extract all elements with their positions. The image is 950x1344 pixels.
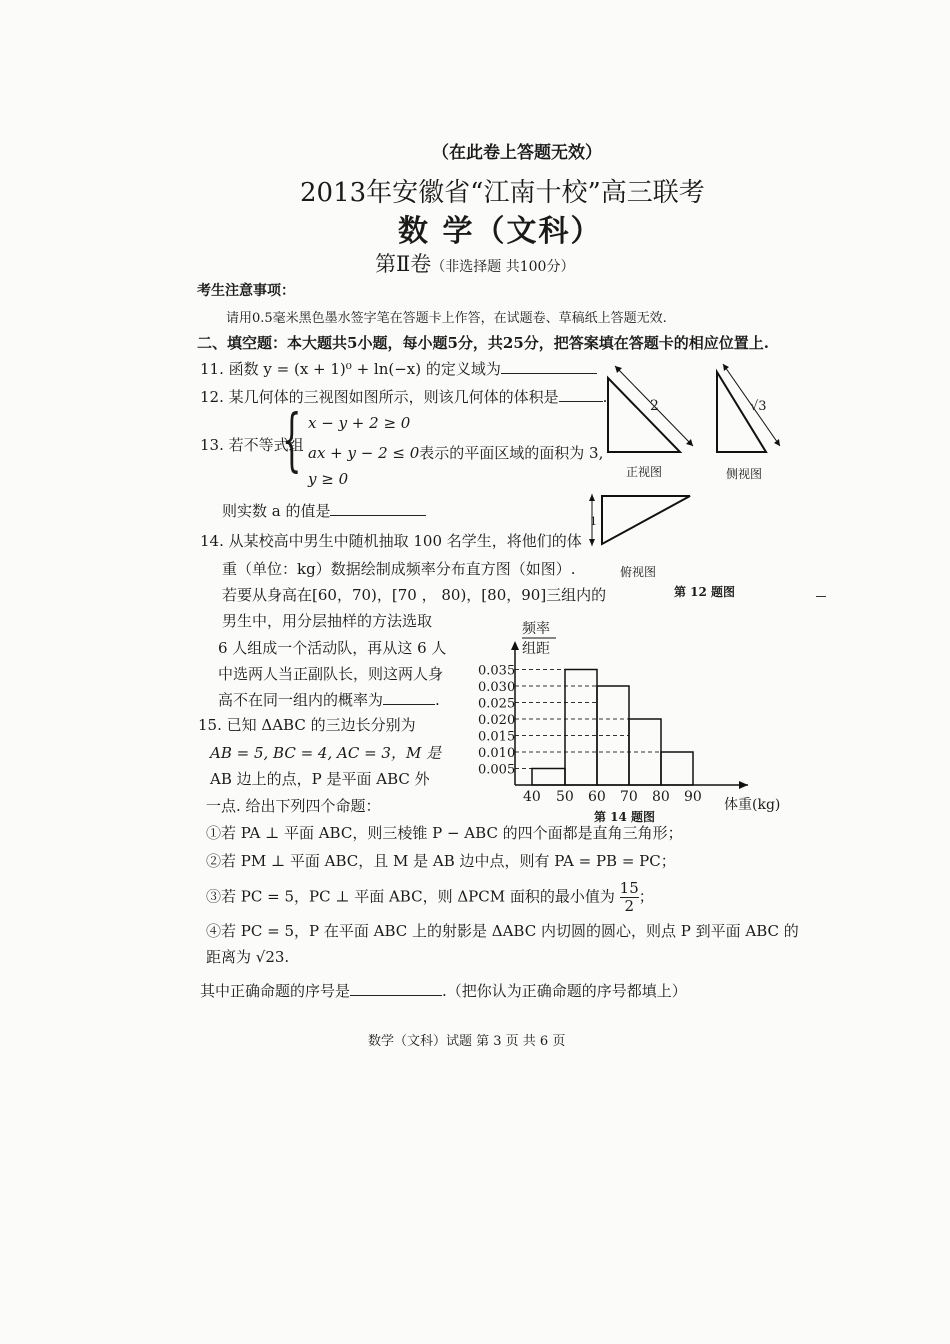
question-14-line5: 6 人组成一个活动队，再从这 6 人	[218, 639, 447, 657]
question-12-text: 12. 某几何体的三视图如图所示，则该几何体的体积是	[200, 388, 559, 406]
inequality-2-expr: ax + y − 2 ≤ 0	[308, 444, 420, 462]
front-view-dimension: 2	[650, 398, 659, 414]
top-view-label: 俯视图	[620, 565, 657, 579]
question-13-tail-text: 则实数 a 的值是	[222, 502, 331, 520]
inequality-2	[308, 442, 603, 463]
answer-blank-14	[383, 703, 435, 705]
question-14-line7: 高不在同一组内的概率为 .	[218, 691, 440, 709]
y-tick-label: 0.020	[478, 713, 516, 728]
part-label: 第Ⅱ卷	[375, 252, 432, 276]
histogram-bars	[532, 670, 693, 786]
question-14-line4: 男生中，用分层抽样的方法选取	[222, 612, 433, 630]
ylabel-numerator: 频率	[522, 621, 550, 637]
inequality-2-suffix: 表示的平面区域的面积为 3,	[419, 444, 604, 462]
y-axis-arrow	[511, 641, 519, 650]
x-tick-label: 40	[523, 789, 541, 805]
proposition-4-line1: ④若 PC = 5，P 在平面 ABC 上的射影是 ΔABC 内切圆的圆心，则点 P 到平面 ABC 的	[206, 922, 799, 940]
y-tick-label: 0.010	[478, 746, 516, 761]
instructions-heading: 考生注意事项：	[197, 283, 295, 299]
page-footer: 数学（文科）试题 第 3 页 共 6 页	[368, 1034, 566, 1049]
proposition-1: ①若 PA ⊥ 平面 ABC，则三棱锥 P − ABC 的四个面都是直角三角形；	[206, 824, 683, 842]
top-dim-arrow-bottom	[589, 539, 595, 546]
question-15-final	[200, 980, 687, 1001]
question-13-tail	[222, 500, 426, 521]
instructions-text: 请用0.5毫米黑色墨水签字笔在答题卡上作答，在试题卷、草稿纸上答题无效.	[226, 311, 667, 326]
histogram-bar	[565, 670, 597, 786]
question-15-line2: AB = 5, BC = 4, AC = 3，M 是	[210, 744, 442, 762]
answer-blank-13	[330, 514, 426, 516]
front-view-label: 正视图	[626, 465, 663, 479]
question-13-prefix: 13. 若不等式组	[200, 436, 304, 454]
answer-blank-15	[350, 994, 442, 996]
proposition-3-text: ③若 PC = 5，PC ⊥ 平面 ABC，则 ΔPCM 面积的最小值为	[206, 887, 615, 906]
subject-title: 数 学（文科）	[398, 214, 603, 249]
histogram-bar	[532, 769, 565, 786]
x-tick-label: 50	[556, 789, 574, 805]
x-tick-label: 70	[620, 789, 638, 805]
x-tick-label: 90	[684, 789, 702, 805]
fraction-numerator: 15	[619, 879, 639, 897]
question-14-line1: 14. 从某校高中男生中随机抽取 100 名学生，将他们的体	[200, 532, 582, 550]
brace-symbol: {	[282, 401, 302, 480]
exam-title: 2013年安徽省“江南十校”高三联考	[300, 178, 705, 208]
question-14-line6: 中选两人当正副队长，则这两人身	[218, 665, 444, 683]
side-dim-arrow-bottom	[774, 439, 780, 446]
y-tick-label: 0.005	[478, 762, 516, 778]
question-11-text: 11. 函数 y = (x + 1)⁰ + ln(−x) 的定义域为	[200, 360, 501, 378]
histogram-y-ticks	[478, 664, 515, 778]
question-15-line3: AB 边上的点，P 是平面 ABC 外	[210, 770, 430, 788]
figure-12-caption: 第 12 题图	[674, 585, 736, 599]
question-15-line1: 15. 已知 ΔABC 的三边长分别为	[198, 716, 416, 734]
x-tick-label: 60	[588, 789, 606, 805]
inequality-3: y ≥ 0	[308, 470, 349, 488]
top-view-dimension: 1	[590, 515, 597, 528]
question-12: 12. 某几何体的三视图如图所示，则该几何体的体积是 .	[200, 388, 608, 406]
top-dim-arrow-top	[589, 494, 595, 501]
side-dim-arrow-top	[723, 364, 729, 371]
histogram-x-ticks	[523, 789, 702, 805]
edge-mark	[816, 596, 826, 597]
inequality-1: x − y + 2 ≥ 0	[308, 414, 411, 432]
part-note: （非选择题 共100分）	[431, 259, 575, 275]
y-tick-label: 0.030	[478, 680, 516, 695]
question-14-line3: 若要从身高在[60，70)，[70 ， 80)，[80，90]三组内的	[222, 586, 607, 604]
side-view-label: 侧视图	[726, 467, 763, 481]
figure-14-caption: 第 14 题图	[594, 810, 656, 824]
fraction-denominator: 2	[624, 897, 634, 915]
question-15-line4: 一点. 给出下列四个命题：	[206, 797, 381, 815]
x-axis-label: 体重(kg)	[724, 797, 781, 813]
y-tick-label: 0.015	[478, 729, 516, 745]
proposition-3	[206, 880, 654, 915]
front-view-triangle	[608, 378, 680, 452]
figure-12-three-views	[580, 360, 820, 610]
question-14-line7-text: 高不在同一组内的概率为	[218, 691, 384, 709]
y-tick-label: 0.025	[478, 696, 516, 712]
ylabel-denominator: 组距	[522, 641, 550, 657]
proposition-2: ②若 PM ⊥ 平面 ABC，且 M 是 AB 边中点，则有 PA = PB = PC；	[206, 852, 676, 870]
x-axis-arrow	[739, 781, 748, 789]
question-11	[200, 358, 597, 379]
x-tick-label: 80	[652, 789, 670, 805]
side-view-dimension: √3	[750, 399, 767, 414]
proposition-4-line2: 距离为 √23.	[206, 948, 290, 966]
question-14-line2: 重（单位：kg）数据绘制成频率分布直方图（如图）.	[222, 560, 576, 578]
y-tick-label: 0.035	[478, 663, 516, 679]
top-view-triangle	[602, 496, 690, 544]
histogram-bar	[661, 752, 693, 785]
section-heading: 二、填空题：本大题共5小题，每小题5分，共25分，把答案填在答题卡的相应位置上.	[197, 334, 769, 352]
figure-14-histogram	[470, 615, 790, 825]
invalid-notice: （在此卷上答题无效）	[432, 143, 602, 163]
question-15-final-note: .（把你认为正确命题的序号都填上）	[442, 982, 687, 1000]
fraction-15-2	[620, 880, 639, 915]
part-heading	[375, 248, 574, 278]
question-15-final-text: 其中正确命题的序号是	[200, 982, 351, 1000]
proposition-3-end: ；	[638, 887, 654, 906]
